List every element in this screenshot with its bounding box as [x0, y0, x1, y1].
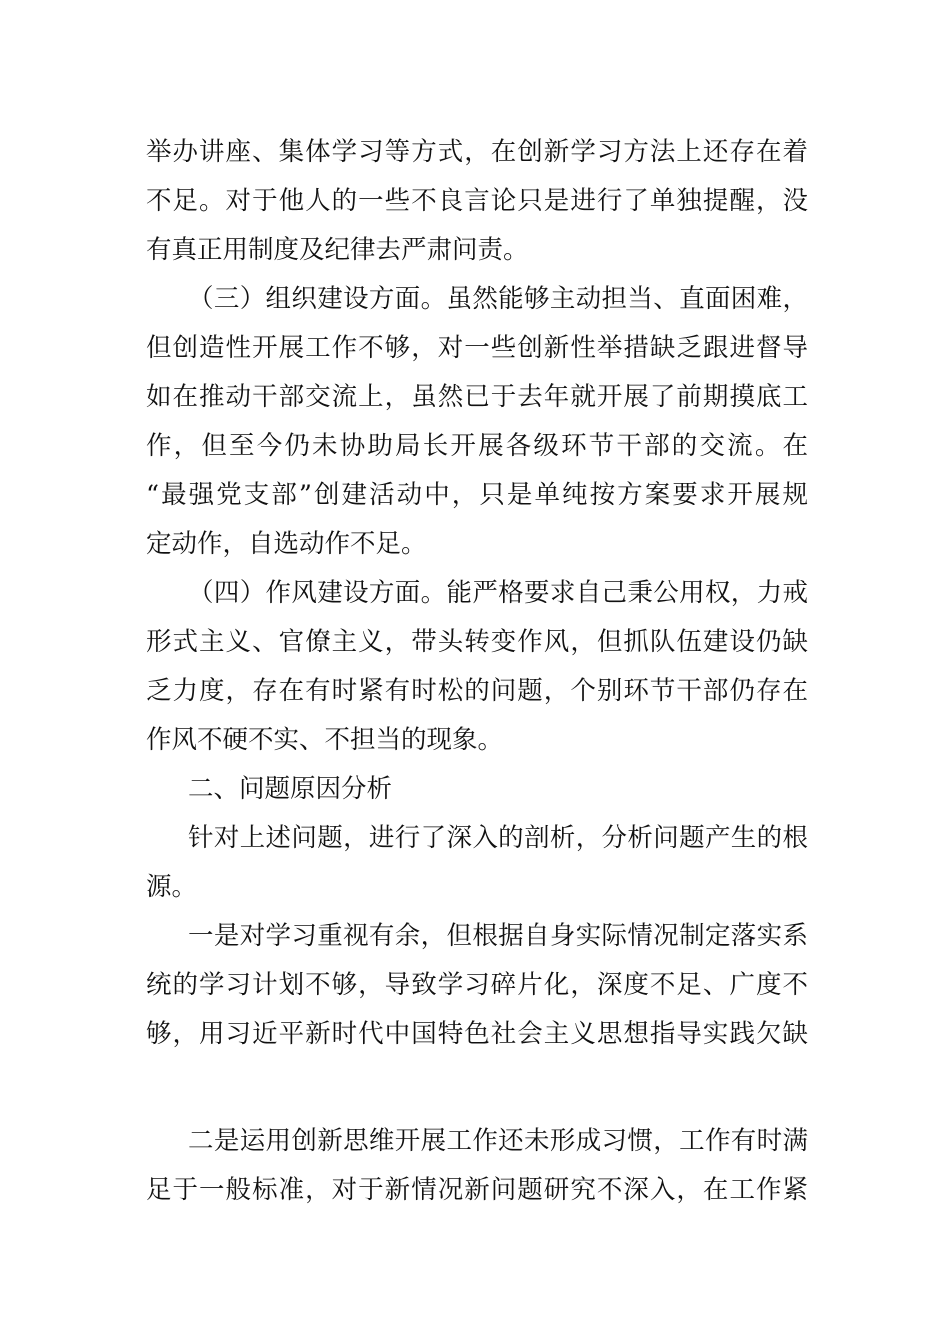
text-line: 如在推动干部交流上，虽然已于去年就开展了前期摸底工	[146, 382, 808, 412]
text-line: 定动作，自选动作不足。	[146, 529, 427, 559]
text-line: 不足。对于他人的一些不良言论只是进行了单独提醒，没	[146, 186, 808, 216]
text-line: 足于一般标准，对于新情况新问题研究不深入，在工作紧	[146, 1175, 808, 1205]
section-heading: 二、问题原因分析	[188, 774, 393, 804]
paragraph-heading-line: （三）组织建设方面。虽然能够主动担当、直面困难，	[188, 284, 808, 314]
text-line: 作风不硬不实、不担当的现象。	[146, 725, 504, 755]
text-line: 但创造性开展工作不够，对一些创新性举措缺乏跟进督导	[146, 333, 808, 363]
text-line: 乏力度，存在有时紧有时松的问题，个别环节干部仍存在	[146, 676, 808, 706]
text-line: “最强党支部”创建活动中，只是单纯按方案要求开展规	[146, 480, 808, 510]
text-line: 源。	[146, 872, 198, 902]
text-line: 一是对学习重视有余，但根据自身实际情况制定落实系	[188, 921, 808, 951]
text-line: 形式主义、官僚主义，带头转变作风，但抓队伍建设仍缺	[146, 627, 808, 657]
text-line: 举办讲座、集体学习等方式，在创新学习方法上还存在着	[146, 137, 808, 167]
text-line: 针对上述问题，进行了深入的剖析，分析问题产生的根	[188, 823, 808, 853]
text-line: 有真正用制度及纪律去严肃问责。	[146, 235, 529, 265]
text-line: 二是运用创新思维开展工作还未形成习惯，工作有时满	[188, 1126, 808, 1156]
paragraph-heading-line: （四）作风建设方面。能严格要求自己秉公用权，力戒	[188, 578, 808, 608]
text-line: 作，但至今仍未协助局长开展各级环节干部的交流。在	[146, 431, 808, 461]
text-line: 统的学习计划不够，导致学习碎片化，深度不足、广度不	[146, 970, 808, 1000]
text-line: 够，用习近平新时代中国特色社会主义思想指导实践欠缺	[146, 1019, 808, 1049]
